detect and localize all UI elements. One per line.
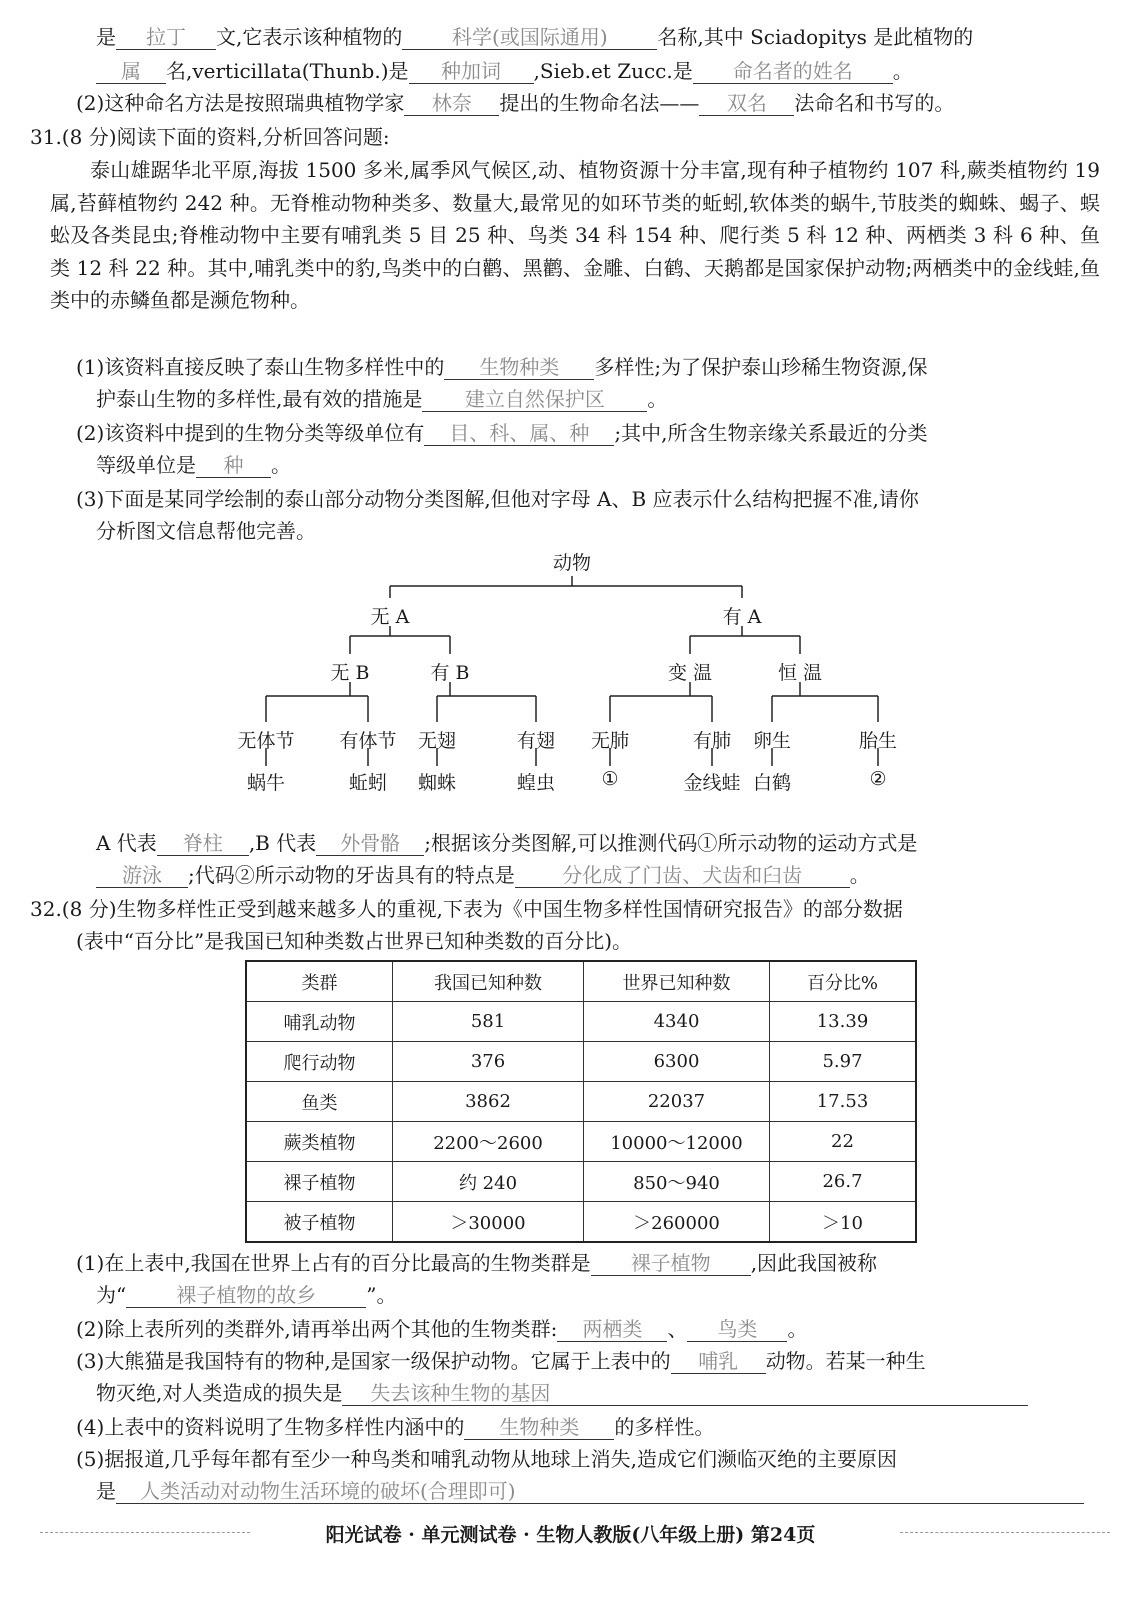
answer-blank: 裸子植物: [591, 1251, 751, 1276]
table-row: [246, 1162, 916, 1202]
tree-node-has-lung: 有肺: [692, 730, 732, 752]
column-header: 世界已知种数: [584, 961, 770, 1002]
table-cell: 22037: [584, 1082, 770, 1122]
tree-node-has-wing: 有翅: [516, 730, 556, 752]
table-cell: 22: [770, 1122, 917, 1162]
table-header-row: [246, 961, 916, 1002]
answer-blank: 分化成了门齿、犬齿和臼齿: [515, 863, 850, 888]
q31-header: 31.(8 分)阅读下面的资料,分析回答问题:: [30, 125, 390, 149]
tree-node-no-wing: 无翅: [417, 730, 457, 752]
tree-node-cold-blooded: 变 温: [667, 662, 713, 684]
animal-classification-diagram: [0, 540, 1141, 820]
answer-blank: 林奈: [404, 91, 499, 116]
tree-connectors: [0, 540, 1141, 820]
answer-blank: 裸子植物的故乡: [126, 1283, 366, 1308]
tree-leaf-crane: 白鹤: [752, 772, 792, 794]
tree-node-root: 动物: [552, 552, 592, 574]
table-cell: 13.39: [770, 1002, 917, 1042]
column-header: 类群: [246, 961, 393, 1002]
q32-part3-line2: 物灭绝,对人类造成的损失是 失去该种生物的基因: [96, 1378, 1028, 1408]
table-row: [246, 1122, 916, 1162]
answer-blank: 科学(或国际通用): [402, 25, 657, 50]
q32-part4: (4)上表中的资料说明了生物多样性内涵中的 生物种类 的多样性。: [76, 1415, 715, 1439]
table-row: [246, 1082, 916, 1122]
q31-part1-line2: 护泰山生物的多样性,最有效的措施是 建立自然保护区 。: [96, 387, 668, 411]
q32-header-line1: 32.(8 分)生物多样性正受到越来越多人的重视,下表为《中国生物多样性国情研究报告》的部分数据: [30, 897, 903, 921]
answer-blank: 建立自然保护区: [422, 387, 647, 412]
table-cell: 约 240: [393, 1162, 584, 1202]
answer-blank: 生物种类: [464, 1415, 614, 1440]
tree-leaf-code-2: ②: [869, 768, 887, 790]
q31-part3-answer-line2: 游泳 ;代码②所示动物的牙齿具有的特点是 分化成了门齿、犬齿和臼齿 。: [96, 860, 870, 890]
table-row: [246, 1202, 916, 1243]
q32-part5-line1: (5)据报道,几乎每年都有至少一种鸟类和哺乳动物从地球上消失,造成它们濒临灭绝的主要原因: [76, 1447, 898, 1471]
table-cell: 爬行动物: [246, 1042, 393, 1082]
tree-node-oviparous: 卵生: [752, 730, 792, 752]
q31-passage: 泰山雄踞华北平原,海拔 1500 多米,属季风气候区,动、植物资源十分丰富,现有种子植物约 107 科,蕨类植物约 19 属,苔藓植物约 242 种。无脊椎动物种类多、数量大,最常见的如环节类的蚯蚓,软体类的蜗牛,节肢类的蜘蛛、蝎子、蜈蚣及各类昆虫;脊椎动物中主要有哺乳类 5 目 25 种、鸟类 34 科 154 种、爬行类 5 科 12 种、两栖类 3 科 6 种、鱼类 12 科 22 种。其中,哺乳类中的豹,鸟类中的白鹳、黑鹳、金雕、白鹤、天鹅都是国家保护动物;两栖类中的金线蛙,鱼类中的赤鳞鱼都是濒危物种。: [50, 158, 1100, 312]
table-cell: 850～940: [584, 1162, 770, 1202]
q31-part1-line1: (1)该资料直接反映了泰山生物多样性中的 生物种类 多样性;为了保护泰山珍稀生物资源,保: [76, 355, 928, 379]
table-row: [246, 1002, 916, 1042]
answer-blank: 种: [196, 453, 271, 478]
table-cell: 26.7: [770, 1162, 917, 1202]
q32-part2: (2)除上表所列的类群外,请再举出两个其他的生物类群: 两栖类 、 鸟类 。: [76, 1317, 808, 1341]
table-cell: 581: [393, 1002, 584, 1042]
biodiversity-table: [245, 960, 917, 1243]
tree-node-warm-blooded: 恒 温: [777, 662, 823, 684]
tree-leaf-code-1: ①: [601, 768, 619, 790]
tree-node-viviparous: 胎生: [858, 730, 898, 752]
q31-part2-line1: (2)该资料中提到的生物分类等级单位有 目、科、属、种 ;其中,所含生物亲缘关系最近的分类: [76, 421, 928, 445]
tree-node-no-lung: 无肺: [590, 730, 630, 752]
q32-header-line2: (表中“百分比”是我国已知种类数占世界已知种类数的百分比)。: [76, 929, 633, 953]
q30-line1: 是 拉丁 文,它表示该种植物的 科学(或国际通用) 名称,其中 Sciadopitys 是此植物的: [96, 25, 974, 49]
table-cell: 5.97: [770, 1042, 917, 1082]
answer-blank: 命名者的姓名: [693, 59, 893, 84]
answer-blank: 两栖类: [557, 1317, 667, 1342]
page-footer: 阳光试卷 · 单元测试卷 · 生物人教版(八年级上册) 第24页: [325, 1524, 816, 1546]
table-cell: 蕨类植物: [246, 1122, 393, 1162]
table-cell: 6300: [584, 1042, 770, 1082]
tree-node-no-a: 无 A: [370, 606, 410, 628]
answer-blank: 失去该种生物的基因: [342, 1381, 1028, 1406]
q32-part5-line2: 是 人类活动对动物生活环境的破坏(合理即可): [96, 1476, 1084, 1506]
answer-blank: 外骨骼: [316, 831, 424, 856]
table-cell: ＞260000: [584, 1202, 770, 1243]
answer-blank: 人类活动对动物生活环境的破坏(合理即可): [116, 1479, 1084, 1504]
answer-blank: 鸟类: [687, 1317, 787, 1342]
tree-leaf-earthworm: 蚯蚓: [348, 772, 388, 794]
answer-blank: 属: [96, 59, 166, 84]
table-row: [246, 1042, 916, 1082]
answer-blank: 脊柱: [157, 831, 249, 856]
table-cell: 哺乳动物: [246, 1002, 393, 1042]
q30-part2: (2)这种命名方法是按照瑞典植物学家 林奈 提出的生物命名法—— 双名 法命名和书写的。: [76, 91, 955, 115]
q31-part3-answer-line1: A 代表 脊柱 ,B 代表 外骨骼 ;根据该分类图解,可以推测代码①所示动物的运动方式是: [96, 831, 918, 855]
q31-part3-line2: 分析图文信息帮他完善。: [96, 519, 316, 543]
q30-line2: 属 名,verticillata(Thunb.)是 种加词 ,Sieb.et Zucc.是 命名者的姓名 。: [96, 56, 913, 86]
table-cell: ＞10: [770, 1202, 917, 1243]
tree-node-has-b: 有 B: [430, 662, 470, 684]
column-header: 百分比%: [770, 961, 917, 1002]
tree-leaf-snail: 蜗牛: [246, 772, 286, 794]
column-header: 我国已知种数: [393, 961, 584, 1002]
table-cell: 2200～2600: [393, 1122, 584, 1162]
answer-blank: 拉丁: [116, 25, 216, 50]
q31-part3-line1: (3)下面是某同学绘制的泰山部分动物分类图解,但他对字母 A、B 应表示什么结构把握不准,请你: [76, 487, 919, 511]
q31-part2-line2: 等级单位是 种 。: [96, 453, 291, 477]
table-cell: 裸子植物: [246, 1162, 393, 1202]
q32-part3-line1: (3)大熊猫是我国特有的物种,是国家一级保护动物。它属于上表中的 哺乳 动物。若某一种生: [76, 1349, 926, 1373]
table-cell: ＞30000: [393, 1202, 584, 1243]
table-cell: 3862: [393, 1082, 584, 1122]
table-cell: 4340: [584, 1002, 770, 1042]
answer-blank: 目、科、属、种: [424, 421, 614, 446]
answer-blank: 游泳: [96, 863, 188, 888]
answer-blank: 生物种类: [444, 355, 594, 380]
answer-blank: 种加词: [409, 59, 534, 84]
q32-part1-line2: 为“ 裸子植物的故乡 ”。: [96, 1283, 397, 1307]
tree-leaf-locust: 蝗虫: [516, 772, 556, 794]
answer-blank: 双名: [699, 91, 794, 116]
table-cell: 被子植物: [246, 1202, 393, 1243]
tree-node-no-b: 无 B: [330, 662, 370, 684]
tree-leaf-spider: 蜘蛛: [417, 772, 457, 794]
table-cell: 17.53: [770, 1082, 917, 1122]
table-cell: 376: [393, 1042, 584, 1082]
q32-part1-line1: (1)在上表中,我国在世界上占有的百分比最高的生物类群是 裸子植物 ,因此我国被称: [76, 1251, 878, 1275]
table-cell: 10000～12000: [584, 1122, 770, 1162]
tree-leaf-golden-frog: 金线蛙: [683, 772, 741, 794]
answer-blank: 哺乳: [671, 1349, 766, 1374]
table-cell: 鱼类: [246, 1082, 393, 1122]
tree-node-no-segment: 无体节: [237, 730, 295, 752]
tree-node-has-a: 有 A: [722, 606, 762, 628]
tree-node-has-segment: 有体节: [339, 730, 397, 752]
